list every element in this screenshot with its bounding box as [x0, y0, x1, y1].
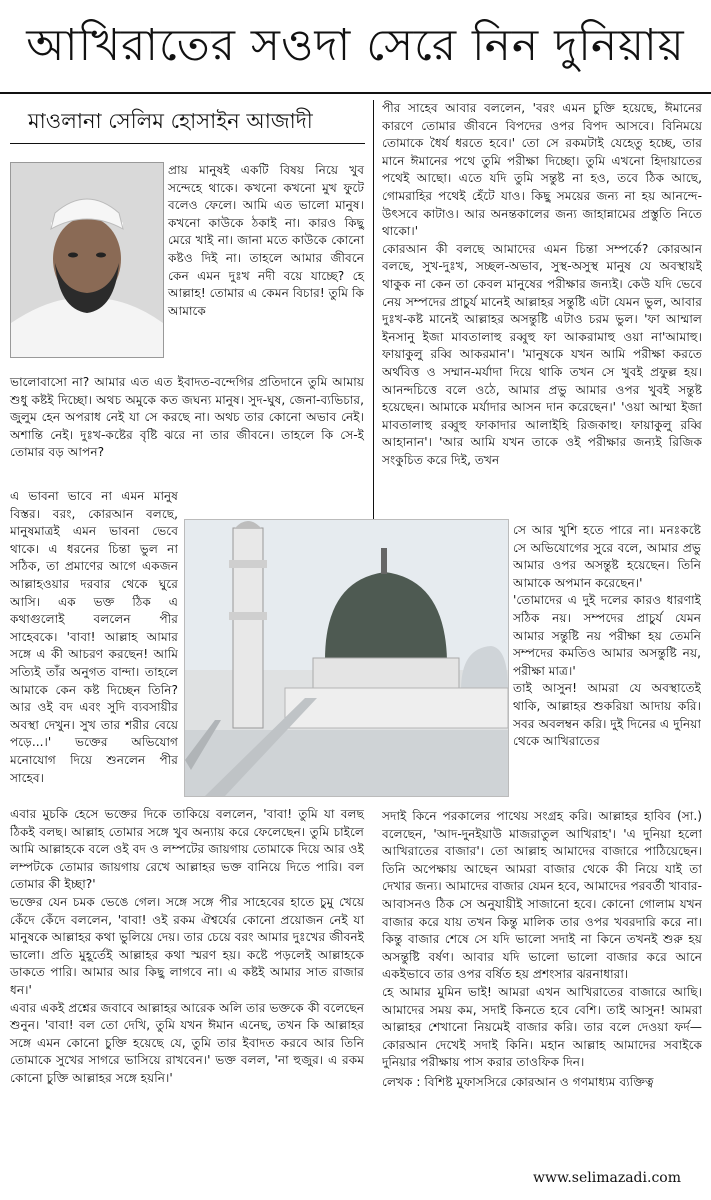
col2-text-narrow: [513, 522, 701, 806]
mosque-photo-icon: [185, 520, 508, 796]
col2-text-upper: [382, 100, 702, 520]
byline: লেখক : বিশিষ্ট মুফাসসিরে কোরআন ও গণমাধ্যম ব্যক্তিত্ব: [382, 1074, 654, 1089]
col2-para6: সদাই কিনে পরকালের পাথেয় সংগ্রহ করি। আল্লাহর হাবিব (সা.) বলেছেন, 'আদ-দুনইয়াউ মাজরাতুল আখিরাহ'। 'এ দুনিয়া হলো আখিরাতের বাজার'। তো আল্লাহ আমাদের বাজারে পাঠিয়েছেন। তিনি অপেক্ষায় আছেন আমরা বাজার থেকে কী নিয়ে যাই তা দেখার জন্য। আমাদের বাজার যেমন হবে, আমাদের পরবর্তী খাবার-আবাসনও ঠিক সে অনুযায়ীই সাজানো হবে। কোনো গোলাম যখন বাজার করে যায় তখন কিন্তু মালিক তার ওপর খবরদারি করে না। কিন্তু বাজার শেষে সে যদি ভালো সদাই না কিনে তখনই শুরু হয় অসন্তুষ্টি বর্ষণ। আবার যদি ভালো ভালো বাজার করে আনে একইভাবে তার ওপর বর্ষিত হয় প্রশংসার ঝরনাধারা।: [382, 809, 702, 982]
col1-para5: ভক্তের যেন চমক ভেঙে গেল। সঙ্গে সঙ্গে পীর সাহেবের হাতে চুমু খেয়ে কেঁদে কেঁদে বললেন, 'বাবা! ওই রকম ঐশ্বর্যের কোনো প্রয়োজন নেই যা মানুষকে আল্লাহর কথা ভুলিয়ে দেয়। তার চেয়ে বরং আমার দুঃখের জীবনই ভালো। প্রতি মুহূর্তেই আল্লাহর কথা স্মরণ হয়। কষ্টে পড়লেই আল্লাহকে ডাকতে পারি। আমার আর কিছু লাগবে না। এ কষ্টই আমার সাত রাজার ধন।': [10, 894, 364, 997]
col2-para3: সে আর খুশি হতে পারে না। মনঃকষ্টে সে অভিযোগের সুরে বলে, আমার প্রভু আমার ওপর অসন্তুষ্ট হয়েছেন। তিনি আমাকে অপমান করেছেন।': [513, 523, 701, 590]
mosque-photo: [184, 519, 509, 797]
col2-para5: তাই আসুন! আমরা যে অবস্থাতেই থাকি, আল্লাহর শুকরিয়া আদায় করি। সবর অবলম্বন করি। দুই দিনের এ দুনিয়া থেকে আখিরাতের: [513, 681, 701, 749]
col1-para3-visible: এ ভাবনা ভাবে না এমন মানুষ বিস্তর। বরং, কোরআন বলছে, মানুষমাত্রই এমন ভাবনা ভেবে থাকে। এ ধরনের চিন্তা ভুল না সঠিক, তা প্রমাণের আগে একজন আল্লাহওয়ার দরবার থেকে ঘুরে আসি। এক ভক্ত ঠিক এ কথাগুলোই বললেন পীর সাহেবকে। 'বাবা! আল্লাহ আমার সঙ্গে এ কী আচরণ করছেন! আমি সত্যিই তাঁর অনুগত বান্দা। তাহলে আমাকে কেন কষ্ট দিচ্ছেন তিনি? আর ওই বদ এবং সুদি ব্যবসায়ীর অবস্থা দেখুন। সুখ তার শরীর বেয়ে পড়ে...।' ভক্তের অভিযোগ মনোযোগ দিয়ে শুনলেন পীর সাহেব।: [10, 489, 178, 785]
col1-intro: [168, 162, 364, 320]
portrait-photo-icon: [11, 163, 163, 357]
author-rule: [10, 143, 365, 144]
col2-para2: কোরআন কী বলছে আমাদের এমন চিন্তা সম্পর্কে? কোরআন বলছে, সুখ-দুঃখ, সচ্ছল-অভাব, সুস্থ-অসুস্থ মানুষ যে অবস্থায়ই থাকুক না কেন তা কেবল মানুষের পরীক্ষার জন্যই। কেউ যদি ভেবে নেয় সম্পদের প্রাচুর্য মানেই আল্লাহর সন্তুষ্টি এটা যেমন ভুল, আবার দুঃখ-কষ্ট মানেই আল্লাহর অসন্তুষ্টি এটাও চরম ভুল। 'ফা আম্মাল ইনসানু ইজা মাবতালাহু রব্বুহু ফা আকরামাহু ওয়া না'আমাহু। ফায়াকুলু রব্বি আকরমান'। 'মানুষকে যখন আমি পরীক্ষা করতে অর্থবিত্ত ও সম্মান-মর্যাদা দিয়ে থাকি তখন সে খুবই প্রফুল্ল হয়। আনন্দচিত্তে বলে ওঠে, আমার প্রভু আমার ওপর খুবই সন্তুষ্ট হয়েছেন। আমাকে মর্যাদার আসন দান করেছেন।' 'ওয়া আম্মা ইজা মাবতালাহু রব্বুহু ফাকাদার আলাইহি রিজকাহু। ফায়াকুলু রব্বি আহানান'। 'আর আমি যখন তাকে ওই পরীক্ষার জন্যই রিজিক সংকুচিত করে দিই, তখন: [382, 241, 702, 467]
website-link[interactable]: www.selimazadi.com: [533, 1170, 681, 1186]
author-photo: [10, 162, 164, 358]
col2-para4: 'তোমাদের এ দুই দলের কারও ধারণাই সঠিক নয়। সম্পদের প্রাচুর্য যেমন আমার সন্তুষ্টি নয় পরীক্ষা হয় তেমনি সম্পদের কমতিও আমার অসন্তুষ্টি নয়, পরীক্ষা মাত্র।': [513, 593, 701, 678]
col1-para4: এবার মুচকি হেসে ভক্তের দিকে তাকিয়ে বললেন, 'বাবা! তুমি যা বলছ ঠিকই বলছ। আল্লাহ তোমার সঙ্গে খুব অন্যায় করে ফেলেছেন। তুমি চাইলে আমি আল্লাহকে বলে ওই বদ ও লম্পটের জায়গায় তোমাকে দিয়ে আর ওই লম্পটকে তোমার জায়গায় রেখে আল্লাহর ভক্ত বানিয়ে দিতে পারি। বল তোমার কী ইচ্ছা?': [10, 807, 364, 892]
author-name: মাওলানা সেলিম হোসাইন আজাদী: [28, 109, 313, 133]
headline: আখিরাতের সওদা সেরে নিন দুনিয়ায়: [26, 20, 685, 71]
col1-para2: ভালোবাসো না? আমার এত এত ইবাদত-বন্দেগির প্রতিদানে তুমি আমায় শুধু কষ্টই দিচ্ছো। অথচ অমুকে কত জঘন্য মানুষ। সুদ-ঘুষ, জেনা-ব্যভিচার, জুলুম হেন অপরাধ নেই যা সে করছে না। অথচ তার কোনো অভাব নেই। অশান্তি নেই। দুঃখ-কষ্টের বৃষ্টি ঝরে না তার জীবনে। তাহলে কি সে-ই তোমার বড় আপন?: [10, 375, 364, 460]
col1-text-lower: [10, 806, 364, 1088]
column-divider: [373, 100, 374, 520]
col2-text-lower: [382, 808, 702, 1154]
headline-rule: [0, 92, 711, 94]
col1-para6: এবার একই প্রশ্নের জবাবে আল্লাহর আরেক অলি তার ভক্তকে কী বলেছেন শুনুন। 'বাবা! বল তো দেখি, তুমি যখন ঈমান এনেছ, তখন কি আল্লাহর সঙ্গে এমন কোনো চুক্তি হয়েছে যে, তুমি তার ইবাদত করবে আর তিনি তোমাকে সুখের সাগরে ভাসিয়ে রাখবেন।' ভক্ত বলল, 'না হুজুর। এ রকম কোনো চুক্তি আল্লাহর সঙ্গে হয়নি।': [10, 1000, 364, 1085]
col2-para7: হে আমার মুমিন ভাই! আমরা এখন আখিরাতের বাজারে আছি। আমাদের সময় কম, সদাই কিনতে হবে বেশি। তাই আসুন! আমরা আল্লাহর শেখানো নিয়মেই বাজার করি। তার বলে দেওয়া ফর্দ— কোরআন দেখেই সদাই কিনি। মহান আল্লাহ আমাদের সবাইকে দুনিয়ার পরীক্ষায় পাস করার তাওফিক দিন।: [382, 984, 702, 1070]
col1-text-upper: [10, 374, 364, 462]
col2-para1: পীর সাহেব আবার বললেন, 'বরং এমন চুক্তি হয়েছে, ঈমানের কারণে তোমার জীবনে বিপদের ওপর বিপদ আসবে। বিনিময়ে তোমাকে ধৈর্য ধরতে হবে।' তো সে রকমটাই যেহেতু হচ্ছে, তার মানে ঈমানের পথে তুমি পরীক্ষা দিচ্ছো। তুমি এখনো হিদায়াতের পথেই আছো। এতে যদি তুমি সন্তুষ্ট না হও, তবে ঠিক আছে, গোমরাহির পথেই হেঁটে যাও। কিছু সময়ের জন্য না হয় আনন্দে-উৎসবে কাটাও। আর অনন্তকালের জন্য জাহান্নামের প্রস্তুতি নিতে থাকো।': [382, 101, 702, 239]
col1-para1: প্রায় মানুষই একটি বিষয় নিয়ে খুব সন্দেহে থাকে। কখনো কখনো মুখ ফুটে বলেও ফেলে। আমি এত ভালো মানুষ। কখনো কাউকে ঠকাই না। কারও কিছু মেরে খাই না। জানা মতে কাউকে কোনো কষ্টও দিই না। তাহলে আমার জীবনে কেন এমন দুঃখ নদী বয়ে যাচ্ছে? হে আল্লাহ! তোমার এ কেমন বিচার! তুমি কি আমাকে: [168, 163, 364, 318]
col1-text-narrow: [10, 488, 178, 804]
